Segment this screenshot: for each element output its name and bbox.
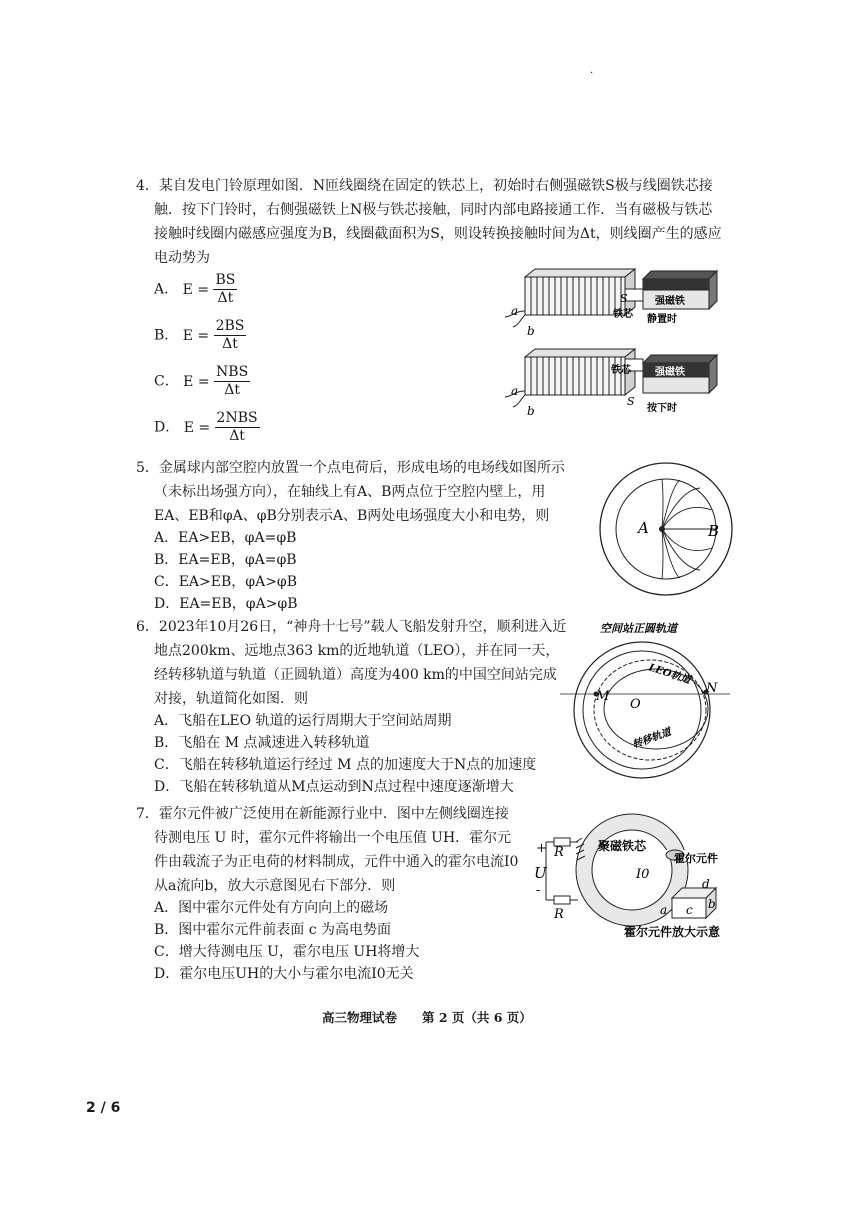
pole-s-label: S bbox=[620, 292, 628, 305]
face-c-label: c bbox=[686, 903, 693, 917]
option-letter: B． bbox=[154, 327, 179, 344]
plus-sign: + bbox=[536, 841, 547, 856]
q6-line-3: 经转移轨道与轨道（正圆轨道）高度为400 km的中国空间站完成 bbox=[154, 667, 557, 683]
q7-option-a: A．图中霍尔元件处有方向向上的磁场 bbox=[154, 900, 389, 916]
q5-line-3: EA、EB和φA、φB分别表示A、B两处电场强度大小和电势，则 bbox=[154, 508, 550, 524]
q7-option-b: B．图中霍尔元件前表面 c 为高电势面 bbox=[154, 922, 392, 938]
state-rest-label: 静置时 bbox=[647, 314, 677, 325]
fraction bbox=[215, 410, 260, 445]
face-a-label: a bbox=[660, 903, 668, 917]
q6-option-d: D．飞船在转移轨道从M点运动到N点过程中速度逐渐增大 bbox=[154, 779, 514, 795]
core-label: 聚磁铁芯 bbox=[598, 839, 647, 853]
page-footer: 高三物理试卷 第 2 页（共 6 页） bbox=[322, 1010, 532, 1025]
orbit-figure bbox=[560, 616, 730, 786]
q6-option-a: A．飞船在LEO 轨道的运行周期大于空间站周期 bbox=[154, 713, 452, 729]
fraction bbox=[213, 272, 237, 307]
option-lhs: E = bbox=[182, 281, 209, 298]
q4-option-b bbox=[154, 318, 246, 353]
option-letter: A． bbox=[154, 281, 179, 298]
hall-label: 霍尔元件 bbox=[674, 852, 718, 865]
q6-line-2: 地点200km、远地点363 km的近地轨道（LEO），并在同一天， bbox=[154, 643, 560, 659]
q5-line-2: （未标出场强方向），在轴线上有A、B两点位于空腔内壁上，用 bbox=[154, 484, 546, 500]
denominator: Δt bbox=[222, 336, 238, 352]
fraction bbox=[214, 364, 250, 399]
numerator: NBS bbox=[216, 364, 249, 380]
option-lhs: E = bbox=[182, 327, 210, 344]
q4-line-4: 电动势为 bbox=[154, 250, 210, 266]
option-letter: D． bbox=[154, 419, 180, 436]
denominator: Δt bbox=[224, 382, 240, 398]
core-label: 铁芯 bbox=[613, 309, 633, 320]
point-a-label: A bbox=[638, 519, 649, 537]
current-i0-label: I0 bbox=[636, 867, 650, 882]
q4-line-3: 接触时线圈内磁感应强度为B，线圈截面积为S，则设转换接触时间为Δt，则线圈产生的感应 bbox=[154, 226, 722, 242]
q7-line-3: 件由载流子为正电荷的材料制成，元件中通入的霍尔电流I0 bbox=[154, 854, 519, 870]
q4-option-d bbox=[154, 410, 260, 445]
q5-line-1: 5．金属球内部空腔内放置一个点电荷后，形成电场的电场线如图所示 bbox=[136, 460, 565, 476]
option-lhs: E = bbox=[183, 373, 210, 390]
enlarged-caption: 霍尔元件放大示意 bbox=[624, 925, 721, 939]
resistor-top-label: R bbox=[554, 845, 564, 860]
q5-option-d: D．EA=EB，φA>φB bbox=[154, 596, 298, 612]
magnet-label: 强磁铁 bbox=[655, 367, 685, 378]
scan-dot: · bbox=[590, 68, 594, 79]
point-n-label: N bbox=[706, 681, 718, 696]
pole-s-label: S bbox=[627, 395, 635, 408]
q5-option-a: A．EA>EB，φA=φB bbox=[154, 530, 297, 546]
center-o-label: O bbox=[630, 697, 641, 712]
numerator: 2BS bbox=[215, 318, 245, 334]
lead-a-label: a bbox=[511, 304, 519, 318]
doorbell-state-rest bbox=[505, 269, 717, 338]
q5-option-b: B．EA=EB，φA=φB bbox=[154, 552, 297, 568]
q6-line-1: 6．2023年10月26日，“神舟十七号”载人飞船发射升空，顺利进入近 bbox=[136, 619, 567, 635]
q7-line-1: 7．霍尔元件被广泛使用在新能源行业中．图中左侧线圈连接 bbox=[136, 806, 509, 822]
station-orbit-label: 空间站正圆轨道 bbox=[600, 622, 677, 635]
resistor-bottom-label: R bbox=[554, 907, 564, 922]
q4-option-c bbox=[154, 364, 250, 399]
q7-line-4: 从a流向b，放大示意图见右下部分．则 bbox=[154, 878, 396, 894]
transfer-orbit-label: 转移轨道 bbox=[631, 726, 673, 751]
option-letter: C． bbox=[154, 373, 179, 390]
q7-option-c: C．增大待测电压 U，霍尔电压 UH将增大 bbox=[154, 944, 420, 960]
q6-line-4: 对接，轨道简化如图．则 bbox=[154, 691, 308, 707]
option-lhs: E = bbox=[183, 419, 211, 436]
numerator: BS bbox=[215, 272, 236, 288]
lead-a-label: a bbox=[511, 384, 519, 398]
q4-line-2: 触．按下门铃时，右侧强磁铁上N极与铁芯接触，同时内部电路接通工作．当有磁极与铁芯 bbox=[154, 202, 713, 218]
face-b-label: b bbox=[708, 897, 716, 911]
leo-orbit-label: LEO轨道 bbox=[647, 662, 692, 687]
fraction bbox=[214, 318, 247, 353]
minus-sign: - bbox=[536, 883, 541, 898]
doorbell-state-pressed bbox=[505, 349, 717, 415]
denominator: Δt bbox=[229, 428, 245, 444]
q5-option-c: C．EA>EB，φA>φB bbox=[154, 574, 298, 590]
lead-b-label: b bbox=[527, 404, 535, 415]
numerator: 2NBS bbox=[216, 410, 258, 426]
q7-line-2: 待测电压 U 时，霍尔元件将输出一个电压值 UH．霍尔元 bbox=[154, 830, 512, 846]
denominator: Δt bbox=[217, 290, 234, 306]
point-m-label: M bbox=[596, 689, 610, 704]
doorbell-figure bbox=[505, 265, 720, 415]
core-label: 铁芯 bbox=[611, 365, 631, 376]
metal-sphere-figure bbox=[592, 460, 740, 598]
face-d-label: d bbox=[702, 877, 710, 891]
q6-option-c: C．飞船在转移轨道运行经过 M 点的加速度大于N点的加速度 bbox=[154, 757, 537, 773]
hall-sensor-figure bbox=[532, 812, 732, 942]
q6-option-b: B．飞船在 M 点减速进入转移轨道 bbox=[154, 735, 370, 751]
state-pressed-label: 按下时 bbox=[647, 403, 677, 414]
q4-line-1: 4．某自发电门铃原理如图．N匝线圈绕在固定的铁芯上，初始时右侧强磁铁S极与线圈铁芯接 bbox=[136, 178, 713, 194]
magnet-label: 强磁铁 bbox=[655, 296, 685, 307]
lead-b-label: b bbox=[527, 324, 535, 338]
q4-option-a bbox=[154, 272, 237, 307]
page-indicator: 2 / 6 bbox=[86, 1100, 121, 1116]
point-b-label: B bbox=[708, 522, 720, 540]
voltage-u-label: U bbox=[534, 864, 547, 882]
q7-option-d: D．霍尔电压UH的大小与霍尔电流I0无关 bbox=[154, 966, 414, 982]
